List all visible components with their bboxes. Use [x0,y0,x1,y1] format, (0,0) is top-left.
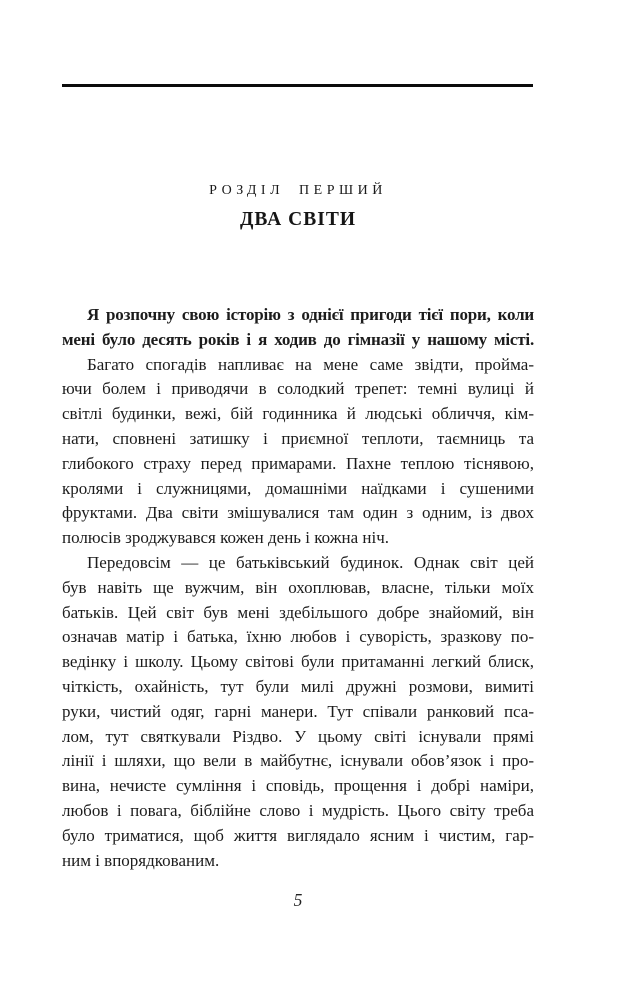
text-line: лінії і шляхи, що вели в майбутнє, існували обов’язок і про- [62,751,534,771]
text-line: руки, чистий одяг, гарні манери. Тут співали ранковий пса- [62,701,534,721]
text-line: Я розпочну свою історію з однієї пригоди тієї пори, коли [87,305,534,324]
paragraph-lead [62,303,534,353]
text-line: чіткість, охайність, тут були милі дружні розмови, вимиті [62,676,534,696]
text-line: фруктами. Два світи змішувалися там один з одним, із двох [62,503,534,523]
header-rule [62,84,533,87]
text-line: Багато спогадів напливає на мене саме звідти, пройма- [87,354,534,374]
text-line: означав матір і батька, їхню любов і суворість, зразкову по- [62,627,534,647]
text-line: батьків. Цей світ був мені здебільшого добре знайомий, він [62,602,534,622]
text-line: мені було десять років і я ходив до гімназії у нашому місті. [62,329,534,349]
text-line: любов і повага, біблійне слово і мудрість. Цього світу треба [62,800,534,820]
text-line: полюсів зроджувався кожен день і кожна ніч. [62,528,390,548]
text-line: світлі будинки, вежі, бій годинника й людські обличчя, кім- [62,404,534,424]
text-line: Передовсім — це батьківський будинок. Однак світ цей [87,552,534,572]
text-line: глибокого страху перед примарами. Пахне теплою тіснявою, [62,453,534,473]
text-line: ним і впорядкованим. [62,850,220,870]
chapter-title: ДВА СВІТИ [239,209,356,230]
page-number: 5 [293,890,303,910]
text-line: кролями і служницями, домашніми наїдками і сушеними [62,478,534,498]
text-line: нати, сповнені затишку і приємної теплоти, таємниць та [62,428,534,448]
body-text [62,303,534,873]
text-line: ведінку і школу. Цьому світові були притаманні легкий блиск, [62,652,534,672]
text-line: було триматися, щоб життя виглядало ясним і чистим, гар- [62,825,534,845]
text-line: був навіть ще вужчим, він охоплював, власне, тільки моїх [62,577,534,597]
text-line: лом, тут святкували Різдво. У цьому світі існували прямі [62,726,534,746]
text-line: ючи болем і приводячи в солодкий трепет: темні вулиці й [62,379,534,399]
paragraph [62,551,534,873]
paragraph [62,353,534,551]
chapter-kicker: РОЗДІЛ ПЕРШИЙ [209,183,387,198]
text-line: вина, нечисте сумління і сповідь, прощення і добрі наміри, [62,776,534,796]
